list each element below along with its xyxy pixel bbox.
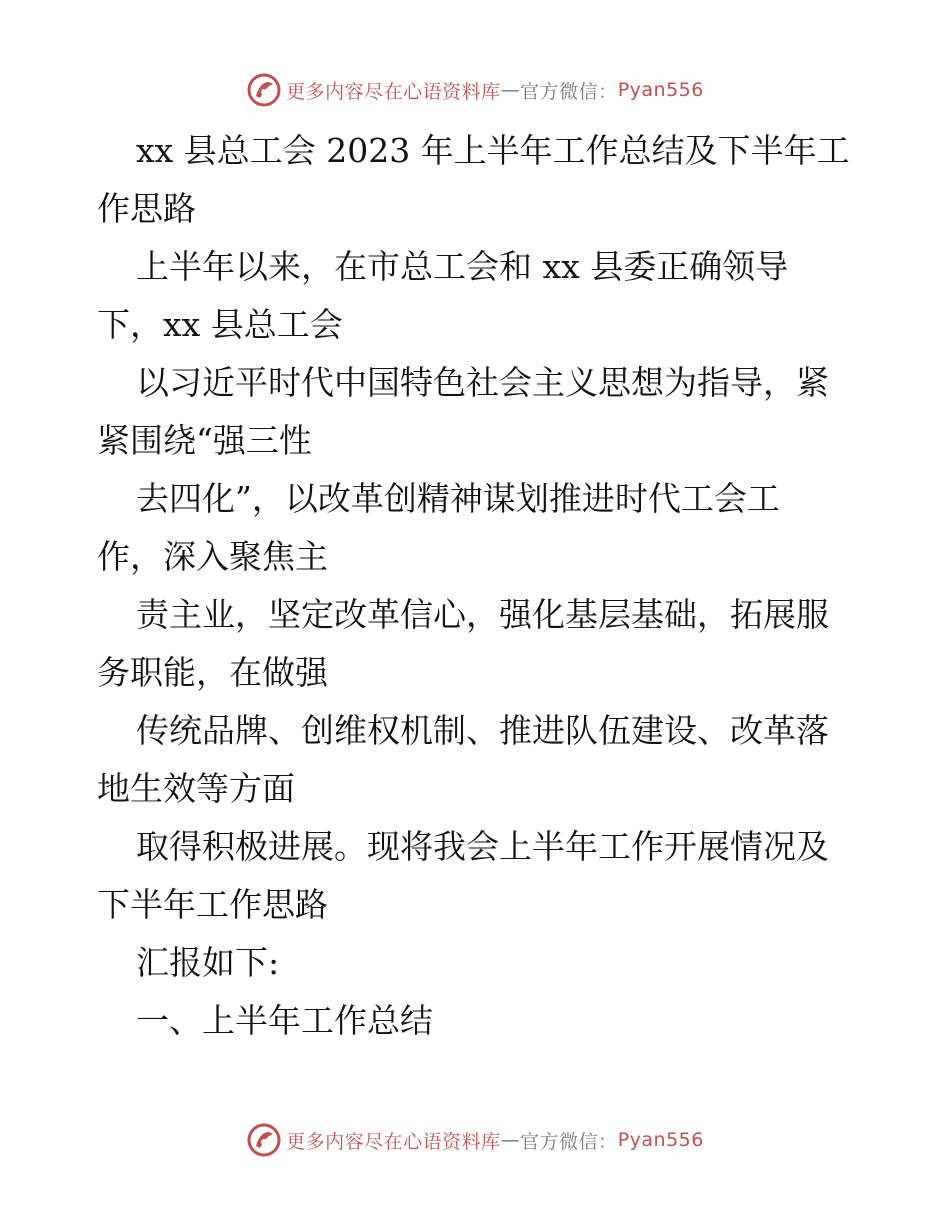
document-body — [97, 122, 867, 1050]
banner-wechat-label: 官方微信： — [520, 80, 618, 103]
banner-site-text: 更多内容尽在心语资料库 — [286, 80, 501, 103]
banner-wechat-id: Pyan556 — [617, 79, 704, 101]
banner-dash: — — [500, 1129, 521, 1151]
header-banner — [0, 70, 950, 110]
doc-paragraph-line: 作，深入聚焦主 — [97, 537, 328, 576]
doc-paragraph-line: 去四化”，以改革创精神谋划推进时代工会工 — [136, 479, 780, 518]
brand-logo-icon — [246, 1122, 282, 1158]
banner-dash: — — [500, 79, 521, 101]
doc-title-line-2: 作思路 — [97, 189, 196, 228]
doc-paragraph-line: 紧围绕“强三性 — [97, 421, 312, 460]
doc-paragraph-line: 务职能，在做强 — [97, 653, 328, 692]
doc-paragraph-line: 下半年工作思路 — [97, 885, 328, 924]
banner-site-text: 更多内容尽在心语资料库 — [286, 1130, 501, 1153]
doc-paragraph-line: 以习近平时代中国特色社会主义思想为指导，紧 — [136, 363, 829, 402]
doc-paragraph-line: 汇报如下: — [136, 943, 280, 982]
banner-wechat-label: 官方微信： — [520, 1130, 618, 1153]
doc-paragraph-line: 地生效等方面 — [97, 769, 295, 808]
doc-title-line-1: xx 县总工会 2023 年上半年工作总结及下半年工 — [136, 131, 850, 170]
brand-logo-icon — [246, 72, 282, 108]
doc-paragraph-line: 下，xx 县总工会 — [97, 305, 343, 344]
doc-paragraph-line: 传统品牌、创维权机制、推进队伍建设、改革落 — [136, 711, 829, 750]
doc-paragraph-line: 取得积极进展。现将我会上半年工作开展情况及 — [136, 827, 829, 866]
doc-section-heading: 一、上半年工作总结 — [136, 1001, 433, 1040]
banner-wechat-id: Pyan556 — [617, 1129, 704, 1151]
footer-banner — [0, 1120, 950, 1160]
doc-paragraph-line: 上半年以来，在市总工会和 xx 县委正确领导 — [136, 247, 789, 286]
doc-paragraph-line: 责主业，坚定改革信心，强化基层基础，拓展服 — [136, 595, 829, 634]
